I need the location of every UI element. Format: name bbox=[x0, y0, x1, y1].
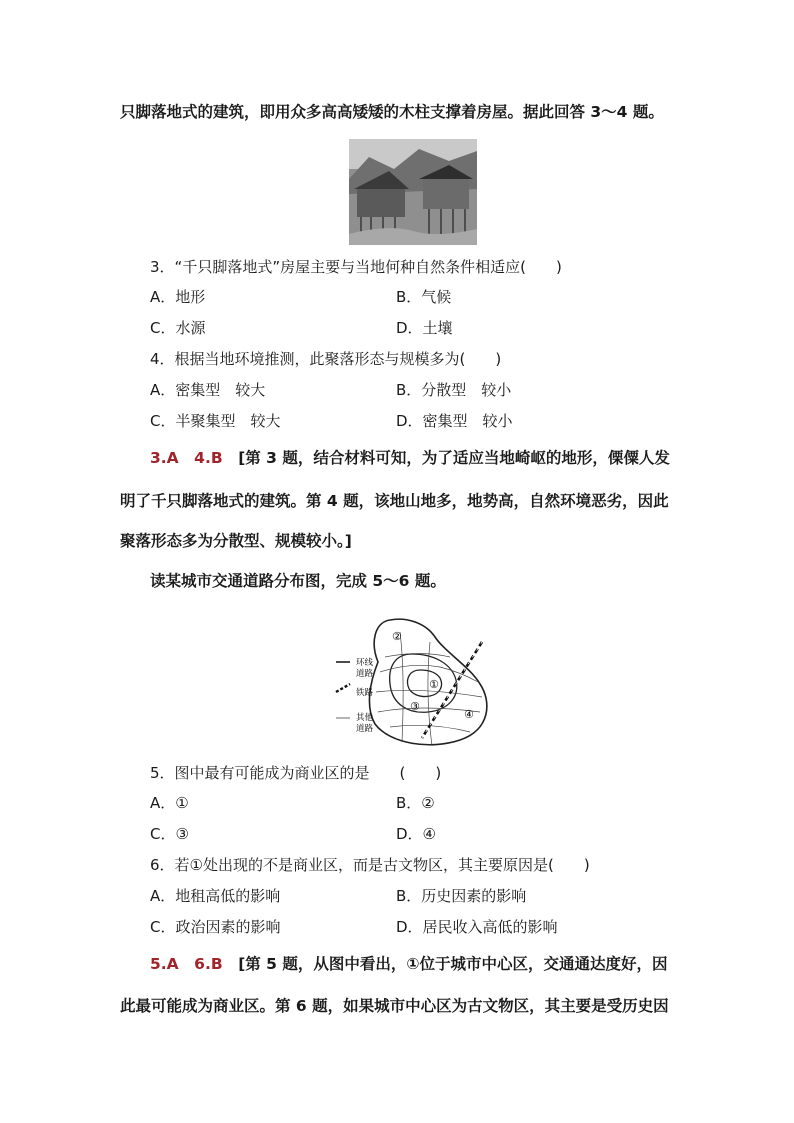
legend-ring-label: 环线 bbox=[356, 658, 374, 668]
intro-5-6: 读某城市交通道路分布图，完成 5～6 题。 bbox=[150, 572, 446, 590]
legend-rail-label: 铁路 bbox=[356, 688, 374, 698]
q5-option-b: B．② bbox=[396, 794, 435, 812]
legend-other-label2: 道路 bbox=[356, 724, 374, 734]
answer-3-4-line2: 明了千只脚落地式的建筑。第 4 题，该地山地多，地势高，自然环境恶劣，因此 bbox=[120, 492, 669, 510]
marker-3: ③ bbox=[410, 700, 420, 713]
q6-option-b: B．历史因素的影响 bbox=[396, 887, 527, 905]
marker-1: ① bbox=[429, 678, 439, 691]
q6-stem: 6．若①处出现的不是商业区，而是古文物区，其主要原因是( ) bbox=[150, 856, 590, 874]
answer-key-3-4: 3.A 4.B bbox=[150, 449, 223, 467]
q4-option-a: A．密集型 较大 bbox=[150, 381, 266, 399]
answer-5-6-line1: [第 5 题，从图中看出，①位于城市中心区，交通通达度好，因 bbox=[238, 955, 668, 973]
q3-option-a: A．地形 bbox=[150, 288, 206, 306]
q5-option-d: D．④ bbox=[396, 825, 436, 843]
q4-option-c: C．半聚集型 较大 bbox=[150, 412, 281, 430]
q3-option-b: B．气候 bbox=[396, 288, 452, 306]
answer-5-6-line2: 此最可能成为商业区。第 6 题，如果城市中心区为古文物区，其主要是受历史因 bbox=[120, 997, 669, 1015]
q6-option-a: A．地租高低的影响 bbox=[150, 887, 281, 905]
answer-key-5-6: 5.A 6.B bbox=[150, 955, 223, 973]
marker-4: ④ bbox=[464, 708, 474, 721]
q3-option-d: D．土壤 bbox=[396, 319, 453, 337]
stilt-house-photo bbox=[349, 139, 477, 245]
q5-stem: 5．图中最有可能成为商业区的是 ( ) bbox=[150, 764, 442, 782]
ring-road-outer bbox=[390, 654, 457, 712]
answer-3-4 bbox=[150, 447, 670, 469]
q4-option-d: D．密集型 较小 bbox=[396, 412, 513, 430]
q4-stem: 4．根据当地环境推测，此聚落形态与规模多为( ) bbox=[150, 350, 502, 368]
answer-3-4-line1: [第 3 题，结合材料可知，为了适应当地崎岖的地形，傈僳人发 bbox=[238, 449, 670, 467]
legend-rail-symbol bbox=[336, 684, 350, 692]
q5-option-c: C．③ bbox=[150, 825, 189, 843]
city-road-map bbox=[330, 612, 502, 754]
q6-option-c: C．政治因素的影响 bbox=[150, 918, 281, 936]
q3-stem: 3．“千只脚落地式”房屋主要与当地何种自然条件相适应( ) bbox=[150, 258, 562, 276]
q4-option-b: B．分散型 较小 bbox=[396, 381, 512, 399]
legend-ring-label2: 道路 bbox=[356, 669, 374, 679]
q3-option-c: C．水源 bbox=[150, 319, 206, 337]
q5-option-a: A．① bbox=[150, 794, 189, 812]
answer-3-4-line3: 聚落形态多为分散型、规模较小。] bbox=[120, 532, 352, 550]
q6-option-d: D．居民收入高低的影响 bbox=[396, 918, 558, 936]
intro-line: 只脚落地式的建筑，即用众多高高矮矮的木柱支撑着房屋。据此回答 3～4 题。 bbox=[120, 103, 664, 121]
legend-other-label: 其他 bbox=[356, 713, 374, 723]
marker-2: ② bbox=[392, 630, 402, 643]
answer-5-6 bbox=[150, 953, 667, 975]
